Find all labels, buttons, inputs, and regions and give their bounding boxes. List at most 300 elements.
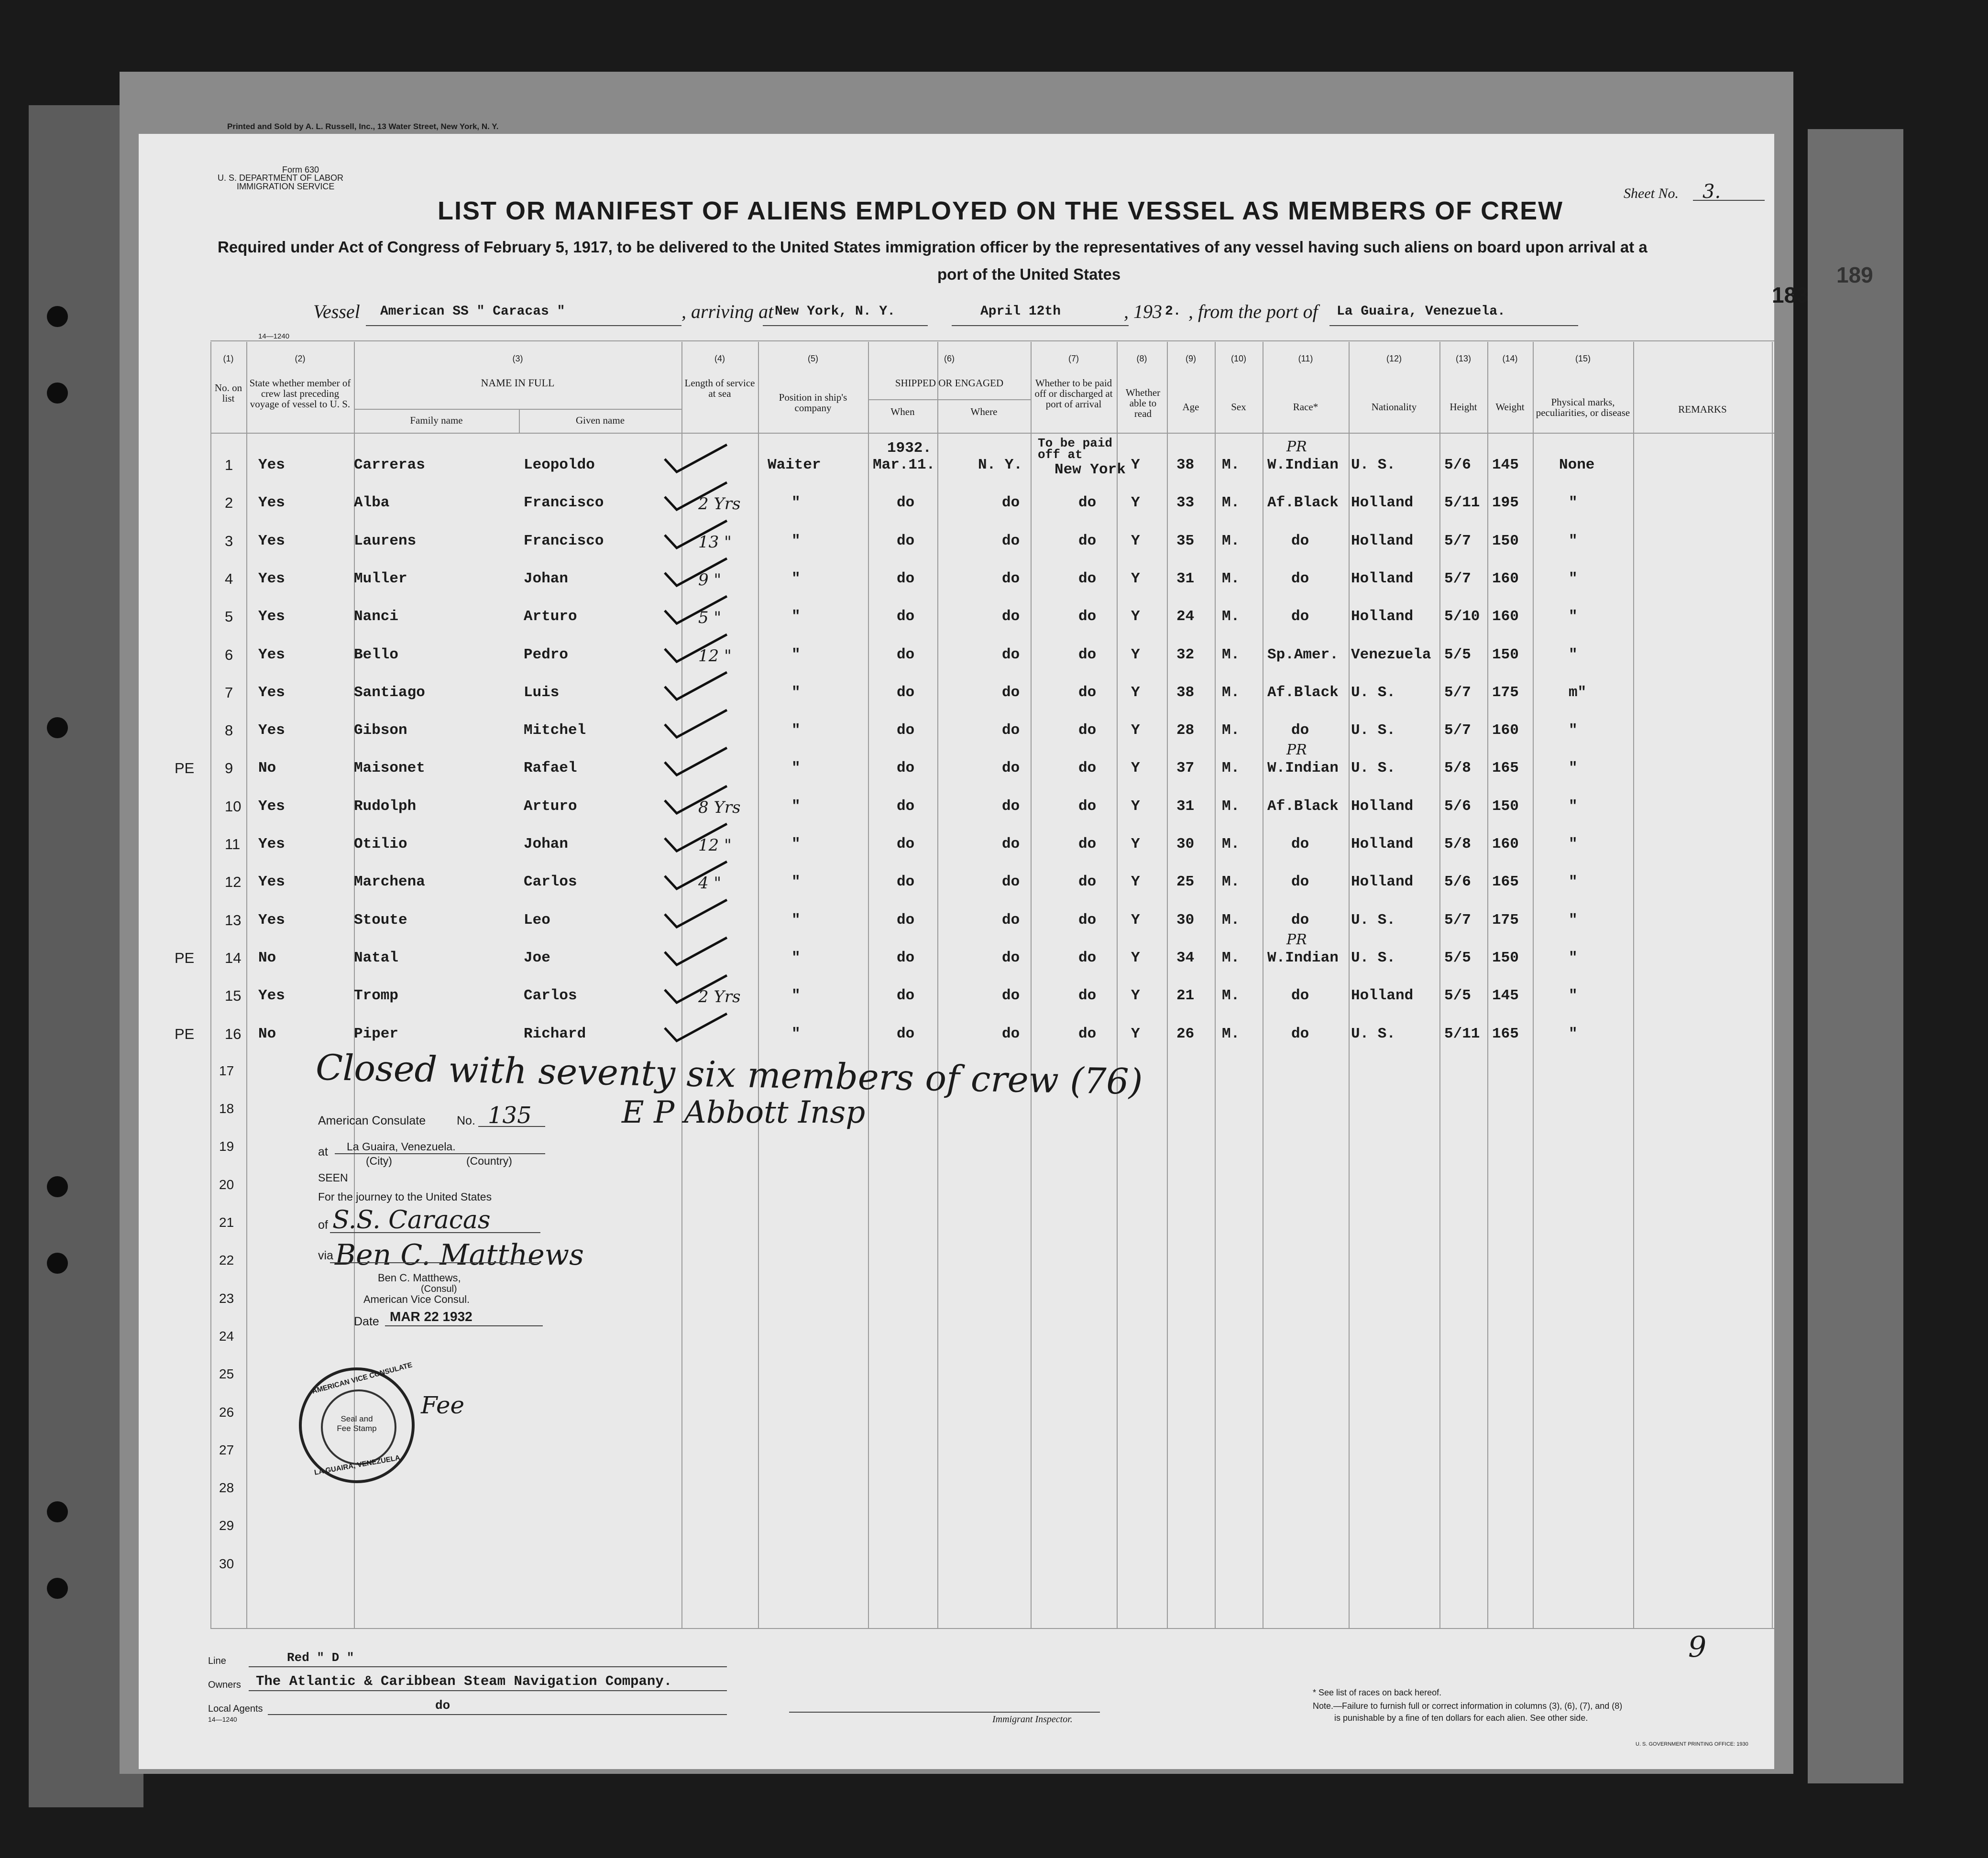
row-sex: M. [1222,646,1240,663]
year-prefix: , 193 [1124,301,1162,322]
row-nationality: Holland [1351,608,1414,625]
row-number: 2 [225,494,233,512]
binder-hole [47,383,68,404]
row-length-service: 9 " [698,570,722,590]
header-bottom-border [210,433,1774,434]
signer-name: Ben C. Matthews, [378,1272,461,1284]
row-sex: M. [1222,987,1240,1005]
row-age: 21 [1176,987,1195,1005]
row-position: " [791,684,801,701]
row-weight: 160 [1492,722,1519,739]
header-able-to-read: Whether able to read [1125,387,1161,419]
row-height: 5/7 [1444,684,1471,701]
consulate-date: MAR 22 1932 [390,1309,472,1324]
row-age: 38 [1176,684,1195,701]
row-weight: 150 [1492,949,1519,966]
sheet-number: 3. [1702,181,1721,203]
empty-row-number: 17 [219,1063,234,1078]
row-family-name: Piper [354,1025,399,1042]
row-family-name: Otilio [354,836,407,852]
row-age: 31 [1176,570,1195,587]
empty-row-number: 21 [219,1215,234,1230]
row-paid-off: New York [1054,461,1126,478]
row-given-name: Carlos [524,987,577,1005]
row-prev-voyage: Yes [258,570,285,587]
row-family-name: Bello [354,646,399,663]
row-given-name: Carlos [524,874,577,891]
row-sex: M. [1222,949,1240,966]
col-num-4: (4) [714,354,725,363]
row-paid-off: do [1078,987,1097,1005]
col-num-5: (5) [808,354,818,363]
row-prev-voyage: Yes [258,836,285,852]
row-position: " [791,798,801,815]
row-prev-voyage: Yes [258,987,285,1005]
row-prev-voyage: Yes [258,532,285,549]
row-paid-off-note: To be paid off at [1038,436,1113,462]
row-given-name: Leopoldo [524,457,595,473]
empty-row-number: 26 [219,1404,234,1420]
row-physical-marks: " [1569,1025,1578,1042]
row-able-to-read: Y [1131,798,1140,815]
header-state-whether: State whether member of crew last preceding voyage of vessel to U. S. [249,377,351,410]
binder-hole [47,1501,68,1522]
row-paid-off: do [1078,798,1097,815]
city-caption: (City) [366,1155,392,1167]
row-nationality: U. S. [1351,949,1396,966]
row-paid-off: do [1078,684,1097,701]
empty-row-number: 29 [219,1518,234,1533]
row-sex: M. [1222,836,1240,852]
form-number: Form 630 [282,165,319,175]
row-paid-off: do [1078,646,1097,663]
row-given-name: Johan [524,570,569,587]
row-able-to-read: Y [1131,570,1140,587]
page-stamp: 183 [1772,283,1809,307]
binder-hole [47,1578,68,1599]
row-physical-marks: " [1569,494,1578,512]
row-physical-marks: " [1569,949,1578,966]
row-age: 24 [1176,608,1195,625]
row-number: 8 [225,722,233,739]
row-sex: M. [1222,722,1240,739]
check-mark-icon [662,935,729,969]
row-number: 9 [225,760,233,777]
row-given-name: Johan [524,836,569,852]
row-number: 16 [225,1025,242,1042]
row-position: " [791,949,801,966]
row-when: Mar.11. [873,457,935,473]
col-num-1: (1) [223,354,234,363]
row-paid-off: do [1078,911,1097,929]
row-position: " [791,532,801,549]
row-race: W.Indian [1267,760,1339,777]
row-prev-voyage: Yes [258,646,285,663]
col-divider [1772,342,1773,1628]
check-mark-icon [662,670,729,703]
row-able-to-read: Y [1131,457,1140,473]
row-family-name: Stoute [354,911,407,929]
row-where: do [1002,494,1020,512]
row-when: do [897,911,915,929]
row-nationality: U. S. [1351,457,1396,473]
col-num-2: (2) [295,354,306,363]
row-where: do [1002,911,1020,929]
row-weight: 165 [1492,760,1519,777]
row-position: Waiter [768,457,821,473]
row-physical-marks: " [1569,987,1578,1005]
row-position: " [791,874,801,891]
binder-hole [47,306,68,327]
row-where: do [1002,836,1020,852]
row-number: 1 [225,457,233,473]
inspector-underline [789,1712,1100,1713]
row-height: 5/5 [1444,646,1471,663]
row-sex: M. [1222,760,1240,777]
col-divider [937,342,938,1628]
arrival-port: New York, N. Y. [775,304,896,319]
col-divider [868,342,869,1628]
consulate-city: La Guaira, Venezuela. [347,1140,456,1153]
row-where: do [1002,570,1020,587]
row-when: do [897,570,915,587]
row-family-name: Nanci [354,608,399,625]
empty-row-number: 19 [219,1139,234,1154]
row-given-name: Francisco [524,494,604,512]
row-race: do [1291,836,1309,852]
header-sex: Sex [1231,401,1246,413]
gpo-imprint: U. S. GOVERNMENT PRINTING OFFICE: 1930 [1636,1741,1748,1747]
row-given-name: Arturo [524,608,577,625]
from-port: La Guaira, Venezuela. [1337,304,1505,319]
row-sex: M. [1222,532,1240,549]
row-race: do [1291,874,1309,891]
col-divider [758,342,759,1628]
row-weight: 175 [1492,684,1519,701]
row-when-year: 1932. [887,440,932,457]
country-caption: (Country) [466,1155,512,1167]
row-physical-marks: " [1569,532,1578,549]
header-height: Height [1450,401,1477,413]
row-able-to-read: Y [1131,532,1140,549]
row-weight: 145 [1492,457,1519,473]
row-position: " [791,722,801,739]
col-divider [1215,342,1216,1628]
row-where: do [1002,760,1020,777]
row-race: do [1291,911,1309,929]
journey-label: For the journey to the United States [318,1191,492,1203]
col-num-7: (7) [1068,354,1079,363]
page-title: LIST OR MANIFEST OF ALIENS EMPLOYED ON THE VESSEL AS MEMBERS OF CREW [438,197,1564,225]
row-age: 30 [1176,836,1195,852]
col-divider [246,342,247,1628]
row-able-to-read: Y [1131,911,1140,929]
row-height: 5/8 [1444,760,1471,777]
row-family-name: Maisonet [354,760,425,777]
col-divider [1031,342,1032,1628]
vessel-label: Vessel [313,301,360,322]
row-when: do [897,836,915,852]
check-mark-icon [662,480,729,514]
row-prev-voyage: Yes [258,457,285,473]
row-when: do [897,987,915,1005]
check-mark-icon [662,859,729,893]
department: U. S. DEPARTMENT OF LABOR [218,173,344,183]
empty-row-number: 27 [219,1442,234,1457]
header-length-service: Length of service at sea [684,377,755,399]
row-paid-off: do [1078,532,1097,549]
table-top-border [210,340,1774,341]
row-family-name: Laurens [354,532,417,549]
row-when: do [897,722,915,739]
row-prev-voyage: Yes [258,911,285,929]
owners-underline [249,1690,727,1691]
empty-row-number: 20 [219,1177,234,1192]
seen-label: SEEN [318,1171,348,1184]
header-paid-off: Whether to be paid off or discharged at port of arrival [1034,377,1113,410]
row-paid-off: do [1078,874,1097,891]
row-family-name: Alba [354,494,390,512]
form-code-top: 14—1240 [258,332,290,340]
row-nationality: U. S. [1351,911,1396,929]
vessel-name: American SS " Caracas " [380,304,565,319]
consulate-no: 135 [488,1102,532,1129]
row-race: do [1291,608,1309,625]
row-height: 5/11 [1444,494,1480,512]
row-weight: 150 [1492,798,1519,815]
row-family-name: Carreras [354,457,425,473]
row-race: W.Indian [1267,949,1339,966]
city-underline [335,1153,545,1154]
row-length-service: 8 Yrs [698,798,741,817]
row-height: 5/8 [1444,836,1471,852]
row-number: 10 [225,798,242,815]
row-race: Af.Black [1267,684,1339,701]
binder-hole [47,1253,68,1274]
empty-row-number: 23 [219,1290,234,1306]
row-family-name: Marchena [354,874,425,891]
row-age: 32 [1176,646,1195,663]
agents-value: do [435,1698,450,1713]
at-label: at [318,1145,328,1159]
header-weight: Weight [1495,401,1525,413]
row-given-name: Mitchel [524,722,586,739]
check-mark-icon [662,1011,729,1045]
name-subheader-line [354,409,681,410]
from-label: , from the port of [1188,301,1318,322]
date-label: Date [354,1315,379,1328]
row-position: " [791,570,801,587]
row-when: do [897,684,915,701]
check-mark-icon [662,784,729,817]
header-given-name: Given name [575,415,625,426]
row-physical-marks: " [1569,646,1578,663]
row-prev-voyage: No [258,1025,276,1042]
date-underline [952,325,1129,326]
row-position: " [791,987,801,1005]
col-divider [1349,342,1350,1628]
arrival-date: April 12th [980,304,1061,319]
row-height: 5/5 [1444,949,1471,966]
row-where: do [1002,1025,1020,1042]
from-underline [1329,325,1578,326]
arrival-underline [763,325,928,326]
row-height: 5/7 [1444,722,1471,739]
check-mark-icon [662,973,729,1006]
header-where: Where [970,406,998,417]
check-mark-icon [662,442,729,476]
check-mark-icon [662,897,729,931]
row-age: 26 [1176,1025,1195,1042]
col-num-8: (8) [1136,354,1147,363]
row-paid-off: do [1078,608,1097,625]
row-prev-voyage: No [258,949,276,966]
row-weight: 175 [1492,911,1519,929]
row-when: do [897,646,915,663]
row-given-name: Luis [524,684,560,701]
owners-value: The Atlantic & Caribbean Steam Navigation Company. [256,1673,672,1689]
row-physical-marks: " [1569,570,1578,587]
header-remarks: REMARKS [1678,404,1727,415]
row-paid-off: do [1078,570,1097,587]
row-race: Sp.Amer. [1267,646,1339,663]
empty-row-number: 28 [219,1480,234,1496]
row-family-name: Gibson [354,722,407,739]
row-prev-voyage: Yes [258,608,285,625]
row-where: do [1002,949,1020,966]
row-age: 37 [1176,760,1195,777]
row-physical-marks: m" [1569,684,1587,701]
check-mark-icon [662,518,729,552]
col-num-12: (12) [1386,354,1402,363]
row-sex: M. [1222,570,1240,587]
empty-row-number: 30 [219,1556,234,1571]
row-able-to-read: Y [1131,494,1140,512]
row-race: do [1291,1025,1309,1042]
header-physical: Physical marks, peculiarities, or disease [1536,396,1630,418]
row-where: do [1002,684,1020,701]
row-length-service: 12 " [698,646,732,666]
row-age: 31 [1176,798,1195,815]
row-race: Af.Black [1267,494,1339,512]
row-family-name: Natal [354,949,399,966]
of-value: S.S. Caracas [332,1206,491,1235]
row-length-service: 4 " [698,874,722,893]
form-code-bottom: 14—1240 [208,1716,237,1723]
row-number: 6 [225,646,233,663]
owners-label: Owners [208,1680,241,1690]
agents-label: Local Agents [208,1704,263,1714]
row-physical-marks: None [1559,457,1595,473]
row-length-service: 2 Yrs [698,987,741,1007]
of-label: of [318,1218,328,1232]
row-where: do [1002,722,1020,739]
row-when: do [897,760,915,777]
row-nationality: Holland [1351,798,1414,815]
row-weight: 160 [1492,608,1519,625]
row-when: do [897,1025,915,1042]
row-sex: M. [1222,798,1240,815]
arriving-label: , arriving at [681,301,774,322]
row-number: 15 [225,987,242,1005]
row-nationality: Holland [1351,987,1414,1005]
row-where: do [1002,798,1020,815]
subtitle: Required under Act of Congress of February 5, 1917, to be delivered to the United States immigration officer by the representatives of any vessel having such aliens on board upon arrival at a [218,238,1648,256]
row-when: do [897,494,915,512]
check-mark-icon [662,594,729,627]
row-able-to-read: Y [1131,760,1140,777]
header-race: Race* [1293,401,1318,413]
row-weight: 145 [1492,987,1519,1005]
row-able-to-read: Y [1131,684,1140,701]
row-prefix: PE [175,949,195,966]
row-number: 12 [225,874,242,891]
row-age: 25 [1176,874,1195,891]
row-height: 5/6 [1444,874,1471,891]
printer-line: Printed and Sold by A. L. Russell, Inc., 13 Water Street, New York, N. Y. [227,122,499,131]
empty-row-number: 25 [219,1366,234,1382]
sheet-underline [1693,200,1765,201]
header-shipped: SHIPPED OR ENGAGED [895,377,1004,389]
row-given-name: Leo [524,911,550,929]
row-height: 5/6 [1444,798,1471,815]
col-divider [210,342,211,1628]
line-underline [249,1666,727,1667]
race-note: * See list of races on back hereof. [1313,1688,1442,1697]
row-able-to-read: Y [1131,987,1140,1005]
closing-note: Closed with seventy six members of crew (76) [315,1047,1143,1103]
row-nationality: Holland [1351,532,1414,549]
row-height: 5/11 [1444,1025,1480,1042]
row-number: 5 [225,608,233,625]
row-when: do [897,949,915,966]
row-age: 34 [1176,949,1195,966]
row-position: " [791,608,801,625]
row-nationality: Holland [1351,494,1414,512]
row-weight: 160 [1492,570,1519,587]
row-physical-marks: " [1569,722,1578,739]
row-physical-marks: " [1569,911,1578,929]
row-given-name: Pedro [524,646,569,663]
seal-bottom-text: LA GUAIRA, VENEZUELA [313,1454,401,1477]
row-position: " [791,836,801,852]
background-sheet-right [1808,129,1903,1783]
row-race: do [1291,570,1309,587]
check-mark-icon [662,708,729,741]
row-race: Af.Black [1267,798,1339,815]
row-sex: M. [1222,608,1240,625]
consulate-label: American Consulate [318,1114,426,1127]
consul-signature: Ben C. Matthews [335,1238,584,1272]
fee-signature: Fee [421,1391,465,1419]
row-position: " [791,1025,801,1042]
row-able-to-read: Y [1131,722,1140,739]
row-given-name: Arturo [524,798,577,815]
col-divider [1117,342,1118,1628]
consul-caption: (Consul) [421,1284,457,1294]
row-height: 5/5 [1444,987,1471,1005]
row-family-name: Muller [354,570,407,587]
check-mark-icon [662,556,729,590]
row-sex: M. [1222,1025,1240,1042]
date-underline-consulate [385,1325,543,1326]
row-where: do [1002,646,1020,663]
row-position: " [791,494,801,512]
row-race: do [1291,532,1309,549]
col-num-14: (14) [1502,354,1518,363]
row-prefix: PE [175,1025,195,1042]
row-nationality: U. S. [1351,1025,1396,1042]
